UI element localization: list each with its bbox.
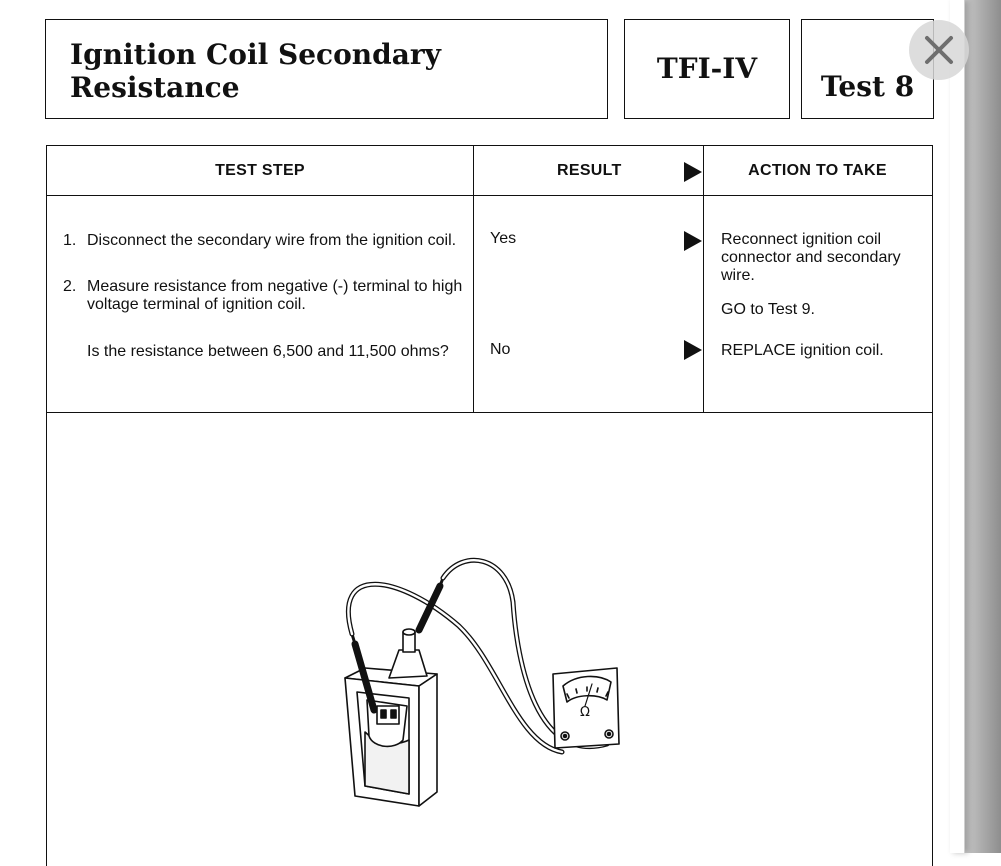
action-text: GO to Test 9. bbox=[721, 301, 815, 318]
step-number: 2. bbox=[63, 278, 77, 295]
close-icon bbox=[924, 35, 954, 65]
header-action: ACTION TO TAKE bbox=[748, 162, 887, 179]
step-question: Is the resistance between 6,500 and 11,500 ohms? bbox=[87, 343, 449, 360]
ohm-symbol: Ω bbox=[580, 705, 590, 720]
page-title: Ignition Coil Secondary Resistance bbox=[70, 38, 441, 104]
system-label: TFI-IV bbox=[656, 52, 758, 85]
column-divider-1 bbox=[473, 146, 474, 412]
arrow-right-icon bbox=[684, 231, 702, 251]
step-text: Disconnect the secondary wire from the ignition coil. bbox=[87, 232, 457, 249]
header-result: RESULT bbox=[557, 162, 622, 179]
step-number: 1. bbox=[63, 232, 77, 249]
system-box bbox=[624, 19, 790, 119]
result-yes: Yes bbox=[490, 230, 517, 247]
action-text: Reconnect ignition coil connector and secondary wire. bbox=[721, 231, 901, 284]
section-divider bbox=[47, 412, 932, 413]
test-number: Test 8 bbox=[820, 70, 915, 103]
title-box bbox=[45, 19, 608, 119]
test-table bbox=[46, 145, 933, 866]
illustration-coil-ohmmeter bbox=[47, 414, 932, 854]
header-test-step: TEST STEP bbox=[215, 162, 305, 179]
step-text: Measure resistance from negative (-) terminal to high voltage terminal of ignition coil. bbox=[87, 278, 463, 313]
close-button[interactable] bbox=[909, 20, 969, 80]
action-text: REPLACE ignition coil. bbox=[721, 342, 884, 359]
page-edge bbox=[950, 0, 965, 853]
arrow-right-icon bbox=[684, 340, 702, 360]
arrow-right-icon bbox=[684, 162, 702, 182]
result-no: No bbox=[490, 341, 511, 358]
